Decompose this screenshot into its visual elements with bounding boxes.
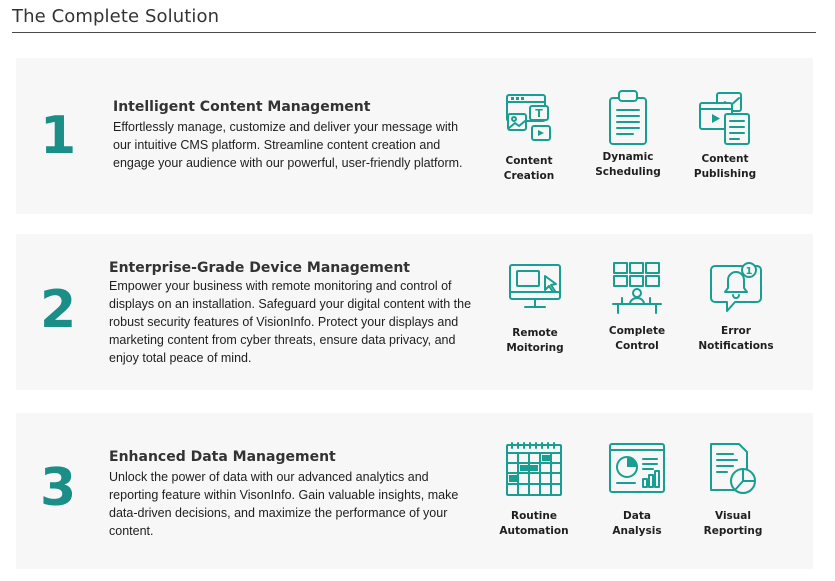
- panel-description: Unlock the power of data with our advanced analytics and reporting feature within VisonInfo. Gain valuable insights, make data-driven decisions, and maximize the performance of your content.: [109, 470, 459, 538]
- step-number: 1: [40, 106, 77, 166]
- feature-label-line1: Error: [721, 325, 751, 337]
- feature-label-line1: Remote: [512, 327, 558, 339]
- feature-label-line1: Dynamic: [602, 151, 654, 163]
- feature-label-line2: Publishing: [693, 168, 757, 180]
- step-number: 3: [40, 458, 77, 518]
- feature-visual-reporting: [688, 441, 778, 539]
- feature-label-line2: Analysis: [612, 525, 662, 537]
- feature-data-analysis: [592, 441, 682, 539]
- feature-label-line2: Control: [615, 340, 659, 352]
- feature-label-line1: Content: [701, 153, 749, 165]
- feature-label-line2: Notifications: [698, 340, 774, 352]
- step-number: 2: [40, 280, 77, 340]
- report-chart-icon: [705, 441, 761, 499]
- feature-routine-automation: [489, 441, 579, 539]
- feature-label-line1: Data: [623, 510, 651, 522]
- feature-label-line2: Reporting: [703, 525, 763, 537]
- content-publishing-icon: [697, 90, 753, 146]
- panel-title: Enterprise-Grade Device Management: [109, 260, 410, 276]
- feature-complete-control: [592, 260, 682, 354]
- page-title: The Complete Solution: [12, 6, 220, 27]
- feature-label-line2: Automation: [499, 525, 569, 537]
- monitor-cursor-icon: [507, 262, 563, 312]
- feature-content-creation: [484, 92, 574, 184]
- analytics-dashboard-icon: [607, 441, 667, 497]
- feature-label-line1: Content: [505, 155, 553, 167]
- control-room-icon: [610, 260, 664, 316]
- feature-label-line2: Moitoring: [506, 342, 564, 354]
- feature-content-publishing: [680, 90, 770, 182]
- panel-content-management: [16, 58, 813, 214]
- feature-label-line1: Routine: [511, 510, 557, 522]
- feature-error-notifications: [691, 258, 781, 354]
- panel-data-management: [16, 413, 813, 569]
- svg-text:T: T: [535, 107, 543, 120]
- panel-title: Intelligent Content Management: [113, 99, 371, 115]
- feature-dynamic-scheduling: [583, 88, 673, 180]
- calendar-grid-icon: [504, 441, 564, 499]
- feature-label-line2: Creation: [503, 170, 555, 182]
- panel-title: Enhanced Data Management: [109, 449, 336, 465]
- clipboard-icon: [603, 88, 653, 146]
- panel-device-management: [16, 234, 813, 390]
- svg-text:1: 1: [745, 266, 753, 277]
- panel-description: Effortlessly manage, customize and deliver your message with our intuitive CMS platform. Streamline content creation and engage your audience with our powerful, user-friendly platform.: [113, 120, 463, 170]
- panel-description: Empower your business with remote monitoring and control of displays on an installation. Safeguard your digital content with the robust security features of VisionInfo. Protect your displays and marketing content from cyber threats, ensure data privacy, and enjoy total peace of mind.: [109, 279, 472, 365]
- feature-label-line2: Scheduling: [595, 166, 661, 178]
- content-creation-icon: [504, 92, 554, 146]
- feature-remote-monitoring: [490, 262, 580, 356]
- title-divider: [12, 32, 816, 33]
- feature-label-line1: Complete: [608, 325, 666, 337]
- bell-notification-icon: [707, 258, 765, 316]
- feature-label-line1: Visual: [715, 510, 751, 522]
